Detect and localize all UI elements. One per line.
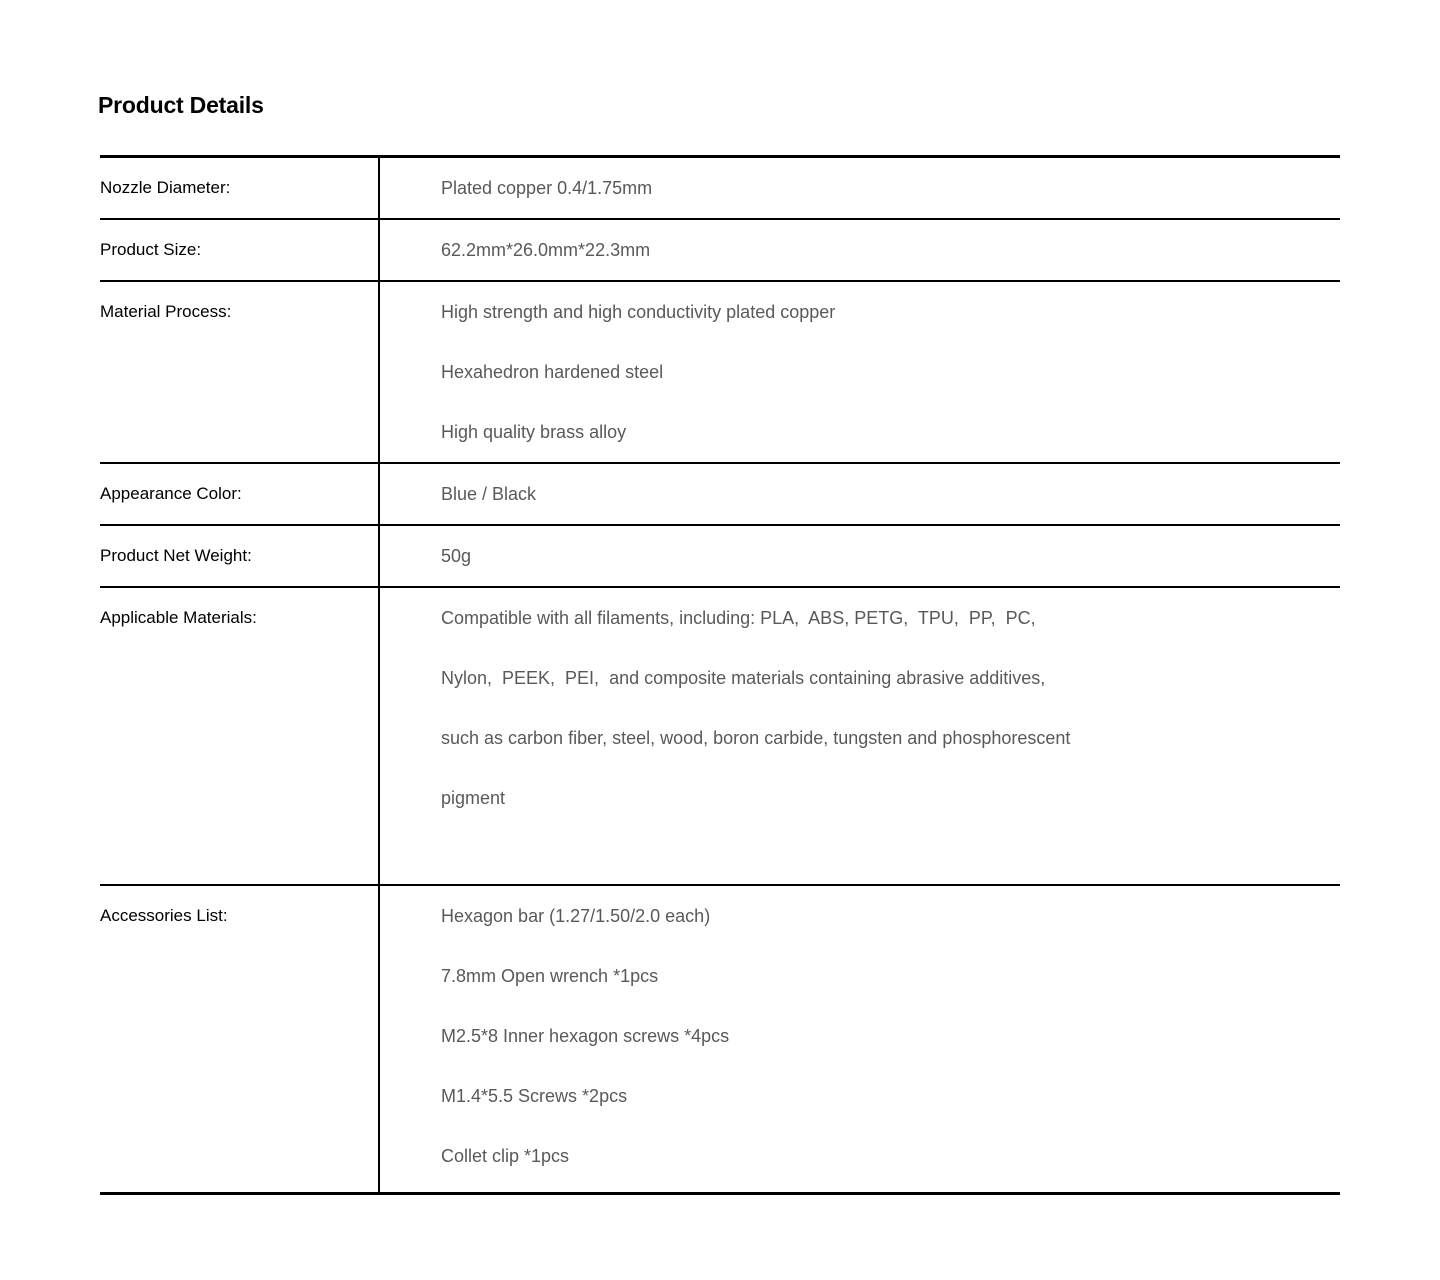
spec-value-line: Plated copper 0.4/1.75mm	[441, 177, 653, 198]
spec-label: Product Size:	[100, 240, 202, 259]
spec-label-cell	[100, 588, 380, 884]
spec-value-line: Compatible with all filaments, including: PLA, ABS, PETG, TPU, PP, PC,	[441, 607, 1036, 628]
row-material-process	[100, 282, 1340, 464]
spec-value-line: Collet clip *1pcs	[441, 1145, 570, 1166]
spec-label: Appearance Color:	[100, 484, 242, 503]
spec-label-cell	[100, 526, 380, 586]
spec-label-cell	[100, 158, 380, 218]
spec-value-line: 50g	[441, 545, 472, 566]
spec-label: Applicable Materials:	[100, 608, 257, 627]
spec-value-cell	[380, 886, 1340, 1192]
spec-value-cell	[380, 464, 1340, 524]
spec-value-line: Blue / Black	[441, 483, 537, 504]
spec-label: Nozzle Diameter:	[100, 178, 231, 197]
spec-value-line: High quality brass alloy	[441, 421, 627, 442]
row-product-net-weight	[100, 526, 1340, 588]
spec-value-line: Hexagon bar (1.27/1.50/2.0 each)	[441, 905, 711, 926]
row-accessories-list	[100, 886, 1340, 1192]
spec-value-line: M2.5*8 Inner hexagon screws *4pcs	[441, 1025, 730, 1046]
spec-label-cell	[100, 464, 380, 524]
spec-value-line: M1.4*5.5 Screws *2pcs	[441, 1085, 628, 1106]
spec-label-cell	[100, 220, 380, 280]
spec-value-line: such as carbon fiber, steel, wood, boron carbide, tungsten and phosphorescent	[441, 727, 1071, 748]
spec-label: Accessories List:	[100, 906, 228, 925]
spec-value-line: Hexahedron hardened steel	[441, 361, 664, 382]
product-spec-table	[100, 155, 1340, 1195]
spec-value-cell	[380, 158, 1340, 218]
spec-value-cell	[380, 220, 1340, 280]
spec-value-line: 62.2mm*26.0mm*22.3mm	[441, 239, 651, 260]
spec-value-line: pigment	[441, 787, 506, 808]
row-applicable-materials	[100, 588, 1340, 886]
row-product-size	[100, 220, 1340, 282]
spec-value-cell	[380, 282, 1340, 462]
row-nozzle-diameter	[100, 158, 1340, 220]
spec-label-cell	[100, 282, 380, 462]
spec-label: Product Net Weight:	[100, 546, 252, 565]
spec-value-cell	[380, 588, 1340, 884]
page-title: Product Details	[98, 92, 264, 118]
spec-value-line: High strength and high conductivity plated copper	[441, 301, 836, 322]
spec-value-line: 7.8mm Open wrench *1pcs	[441, 965, 659, 986]
spec-label: Material Process:	[100, 302, 232, 321]
spec-value-cell	[380, 526, 1340, 586]
spec-value-line: Nylon, PEEK, PEI, and composite materials containing abrasive additives,	[441, 667, 1046, 688]
row-appearance-color	[100, 464, 1340, 526]
spec-label-cell	[100, 886, 380, 1192]
